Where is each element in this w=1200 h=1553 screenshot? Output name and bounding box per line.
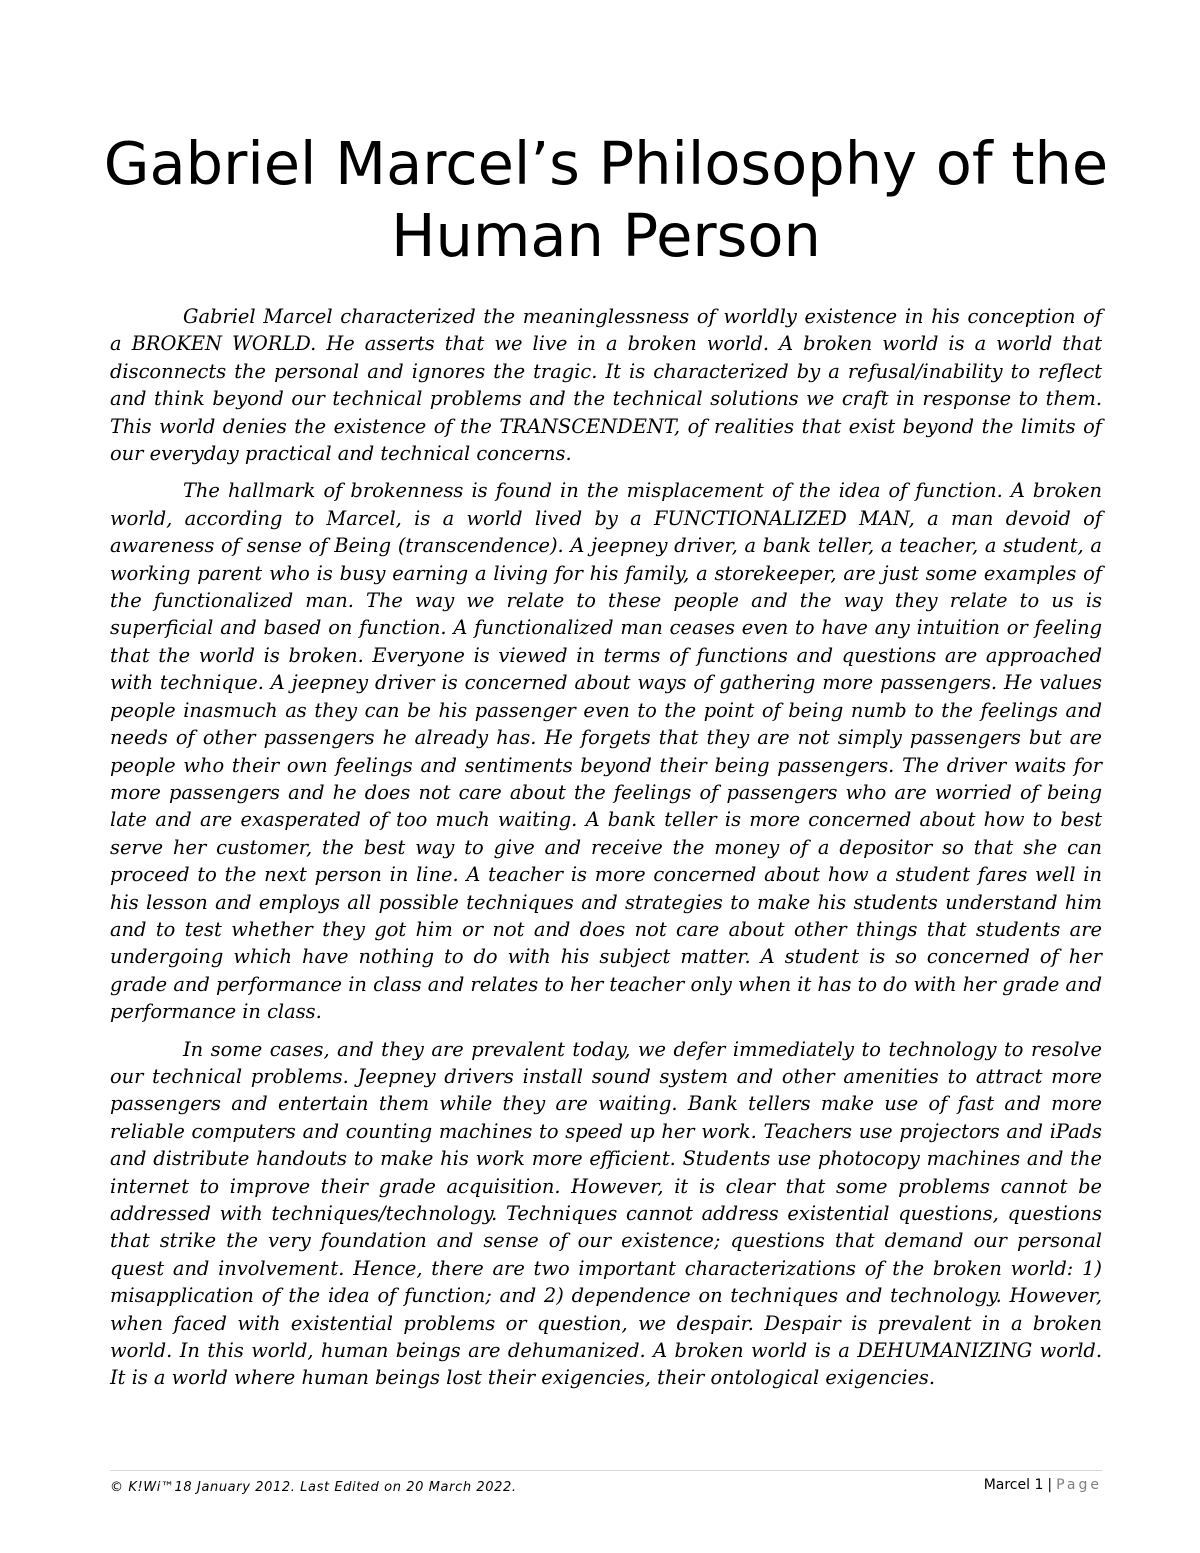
paragraph-broken-world: Gabriel Marcel characterized the meaninglessness of worldly existence in his conception of a BROKEN WORLD. He asserts that we live in a broken world. A broken world is a world that disconnects the personal and ignores the tragic. It is characterized by a refusal/inability to reflect and think beyond our technical problems and the technical solutions we craft in response to them. This world denies the existence of the TRANSCENDENT, of realities that exist beyond the limits of our everyday practical and technical concerns. xyxy=(110,305,1102,466)
paragraph-functionalized-man: The hallmark of brokenness is found in the misplacement of the idea of function. A broken world, according to Marcel, is a world lived by a FUNCTIONALIZED MAN, a man devoid of awareness of sense of Being (transcendence). A jeepney driver, a bank teller, a teacher, a student, a working parent who is busy earning a living for his family, a storekeeper, are just some examples of the functionalized man. The way we relate to these people and the way they relate to us is superficial and based on function. A functionalized man ceases even to have any intuition or feeling that the world is broken. Everyone is viewed in terms of functions and questions are approached with technique. A jeepney driver is concerned about ways of gathering more passengers. He values people inasmuch as they can be his passenger even to the point of being numb to the feelings and needs of other passengers he already has. He forgets that they are not simply passengers but are people who their own feelings and sentiments beyond their being passengers. The driver waits for more passengers and he does not care about the feelings of passengers who are worried of being late and are exasperated of too much waiting. A bank teller is more concerned about how to best serve her customer, the best way to give and receive the money of a depositor so that she can proceed to the next person in line. A teacher is more concerned about how a student fares well in his lesson and employs all possible techniques and strategies to make his students understand him and to test whether they got him or not and does not care about other things that students are undergoing which have nothing to do with his subject matter. A student is so concerned of her grade and performance in class and relates to her teacher only when it has to do with her grade and performance in class. xyxy=(110,479,1102,1024)
page-title: Gabriel Marcel’s Philosophy of the Human Person xyxy=(103,129,1109,270)
paragraph-technology: In some cases, and they are prevalent today, we defer immediately to technology to resolve our technical problems. Jeepney drivers install sound system and other amenities to attract more passengers and entertain them while they are waiting. Bank tellers make use of fast and more reliable computers and counting machines to speed up her work. Teachers use projectors and iPads and distribute handouts to make his work more efficient. Students use photocopy machines and the internet to improve their grade acquisition. However, it is clear that some problems cannot be addressed with techniques/technology. Techniques cannot address existential questions, questions that strike the very foundation and sense of our existence; questions that demand our personal quest and involvement. Hence, there are two important characterizations of the broken world: 1) misapplication of the idea of function; and 2) dependence on techniques and technology. However, when faced with existential problems or question, we despair. Despair is prevalent in a broken world. In this world, human beings are dehumanized. A broken world is a DEHUMANIZING world. It is a world where human beings lost their exigencies, their ontological exigencies. xyxy=(110,1037,1102,1390)
footer-copyright: © K!Wi™18 January 2012. Last Edited on 20 March 2022. xyxy=(110,1480,517,1495)
footer-page-label: Page xyxy=(1056,1477,1102,1493)
footer-author: Marcel xyxy=(983,1477,1030,1493)
footer-separator: | xyxy=(1047,1477,1053,1493)
page-number-footer xyxy=(984,1477,1102,1493)
document-body xyxy=(110,303,1102,1402)
footer-divider xyxy=(110,1470,1102,1471)
footer-page-number: 1 xyxy=(1034,1477,1044,1493)
